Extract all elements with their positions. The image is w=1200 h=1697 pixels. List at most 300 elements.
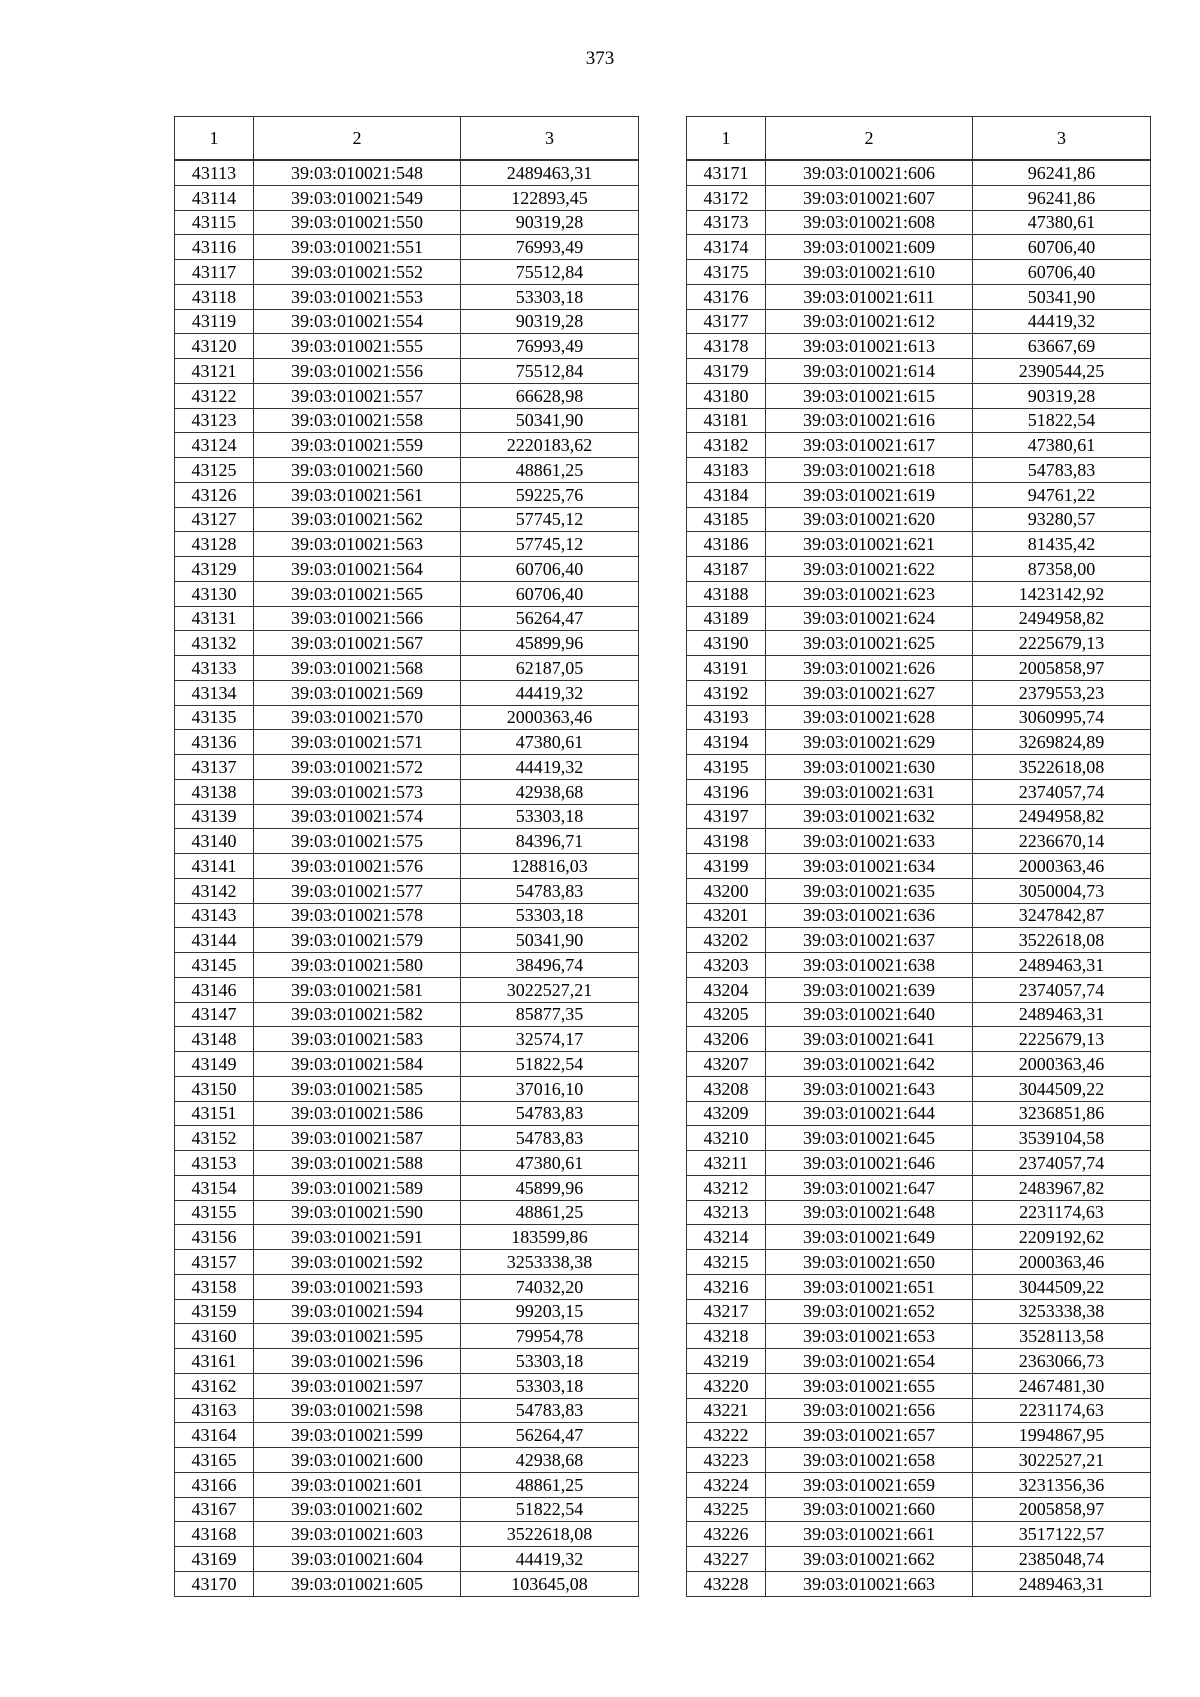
- table-row: [687, 854, 1151, 879]
- cadastral-number-cell: 39:03:010021:646: [766, 1151, 973, 1176]
- cadastral-number-cell: 39:03:010021:575: [254, 829, 461, 854]
- value-cell: 3522618,08: [461, 1522, 639, 1547]
- value-cell: 2374057,74: [973, 977, 1151, 1002]
- table-row: [175, 928, 639, 953]
- row-number-cell: 43200: [687, 878, 766, 903]
- table-row: [175, 1497, 639, 1522]
- row-number-cell: 43162: [175, 1373, 254, 1398]
- row-number-cell: 43131: [175, 606, 254, 631]
- table-row: [175, 433, 639, 458]
- table-row: [687, 1373, 1151, 1398]
- table-row: [687, 235, 1151, 260]
- cadastral-number-cell: 39:03:010021:574: [254, 804, 461, 829]
- cadastral-number-cell: 39:03:010021:598: [254, 1398, 461, 1423]
- table-row: [175, 1423, 639, 1448]
- cadastral-number-cell: 39:03:010021:612: [766, 309, 973, 334]
- row-number-cell: 43137: [175, 755, 254, 780]
- value-cell: 42938,68: [461, 1448, 639, 1473]
- cadastral-number-cell: 39:03:010021:623: [766, 581, 973, 606]
- row-number-cell: 43163: [175, 1398, 254, 1423]
- cadastral-number-cell: 39:03:010021:608: [766, 210, 973, 235]
- value-cell: 3060995,74: [973, 705, 1151, 730]
- table-row: [175, 1547, 639, 1572]
- table-row: [175, 334, 639, 359]
- table-row: [687, 779, 1151, 804]
- value-cell: 183599,86: [461, 1225, 639, 1250]
- header-row: [687, 117, 1151, 161]
- row-number-cell: 43144: [175, 928, 254, 953]
- row-number-cell: 43178: [687, 334, 766, 359]
- row-number-cell: 43114: [175, 185, 254, 210]
- cadastral-number-cell: 39:03:010021:614: [766, 359, 973, 384]
- table-row: [175, 1101, 639, 1126]
- value-cell: 3522618,08: [973, 928, 1151, 953]
- table-row: [687, 1448, 1151, 1473]
- cadastral-number-cell: 39:03:010021:645: [766, 1126, 973, 1151]
- value-cell: 2489463,31: [973, 1002, 1151, 1027]
- row-number-cell: 43186: [687, 532, 766, 557]
- cadastral-number-cell: 39:03:010021:636: [766, 903, 973, 928]
- value-cell: 54783,83: [461, 1101, 639, 1126]
- table-row: [687, 680, 1151, 705]
- value-cell: 44419,32: [461, 1547, 639, 1572]
- table-row: [175, 779, 639, 804]
- value-cell: 54783,83: [461, 878, 639, 903]
- table-row: [687, 1027, 1151, 1052]
- cadastral-number-cell: 39:03:010021:627: [766, 680, 973, 705]
- table-row: [687, 1423, 1151, 1448]
- value-cell: 2489463,31: [461, 160, 639, 185]
- cadastral-number-cell: 39:03:010021:651: [766, 1274, 973, 1299]
- cadastral-number-cell: 39:03:010021:640: [766, 1002, 973, 1027]
- cadastral-number-cell: 39:03:010021:567: [254, 631, 461, 656]
- cadastral-number-cell: 39:03:010021:578: [254, 903, 461, 928]
- table-row: [175, 1076, 639, 1101]
- row-number-cell: 43194: [687, 730, 766, 755]
- row-number-cell: 43201: [687, 903, 766, 928]
- value-cell: 51822,54: [973, 408, 1151, 433]
- table-row: [175, 482, 639, 507]
- cadastral-number-cell: 39:03:010021:659: [766, 1472, 973, 1497]
- table-row: [687, 507, 1151, 532]
- table-row: [175, 458, 639, 483]
- cadastral-number-cell: 39:03:010021:647: [766, 1175, 973, 1200]
- value-cell: 3236851,86: [973, 1101, 1151, 1126]
- row-number-cell: 43119: [175, 309, 254, 334]
- cadastral-number-cell: 39:03:010021:587: [254, 1126, 461, 1151]
- cadastral-number-cell: 39:03:010021:585: [254, 1076, 461, 1101]
- cadastral-number-cell: 39:03:010021:634: [766, 854, 973, 879]
- value-cell: 90319,28: [973, 383, 1151, 408]
- row-number-cell: 43225: [687, 1497, 766, 1522]
- cadastral-number-cell: 39:03:010021:658: [766, 1448, 973, 1473]
- cadastral-number-cell: 39:03:010021:569: [254, 680, 461, 705]
- row-number-cell: 43120: [175, 334, 254, 359]
- value-cell: 76993,49: [461, 235, 639, 260]
- row-number-cell: 43128: [175, 532, 254, 557]
- value-cell: 81435,42: [973, 532, 1151, 557]
- row-number-cell: 43218: [687, 1324, 766, 1349]
- row-number-cell: 43190: [687, 631, 766, 656]
- table-row: [175, 284, 639, 309]
- row-number-cell: 43198: [687, 829, 766, 854]
- value-cell: 2231174,63: [973, 1200, 1151, 1225]
- cadastral-number-cell: 39:03:010021:573: [254, 779, 461, 804]
- row-number-cell: 43173: [687, 210, 766, 235]
- cadastral-number-cell: 39:03:010021:615: [766, 383, 973, 408]
- table-row: [687, 656, 1151, 681]
- table-row: [687, 1349, 1151, 1374]
- table-row: [175, 1398, 639, 1423]
- value-cell: 37016,10: [461, 1076, 639, 1101]
- cadastral-number-cell: 39:03:010021:595: [254, 1324, 461, 1349]
- value-cell: 57745,12: [461, 507, 639, 532]
- cadastral-number-cell: 39:03:010021:594: [254, 1299, 461, 1324]
- cadastral-number-cell: 39:03:010021:620: [766, 507, 973, 532]
- row-number-cell: 43183: [687, 458, 766, 483]
- row-number-cell: 43115: [175, 210, 254, 235]
- row-number-cell: 43211: [687, 1151, 766, 1176]
- row-number-cell: 43141: [175, 854, 254, 879]
- cadastral-number-cell: 39:03:010021:561: [254, 482, 461, 507]
- page-number: 373: [585, 48, 615, 69]
- cadastral-number-cell: 39:03:010021:580: [254, 953, 461, 978]
- cadastral-number-cell: 39:03:010021:609: [766, 235, 973, 260]
- row-number-cell: 43167: [175, 1497, 254, 1522]
- row-number-cell: 43160: [175, 1324, 254, 1349]
- cadastral-number-cell: 39:03:010021:624: [766, 606, 973, 631]
- value-cell: 60706,40: [461, 581, 639, 606]
- cadastral-number-cell: 39:03:010021:589: [254, 1175, 461, 1200]
- value-cell: 2363066,73: [973, 1349, 1151, 1374]
- table-row: [175, 1175, 639, 1200]
- value-cell: 3517122,57: [973, 1522, 1151, 1547]
- value-cell: 3022527,21: [461, 977, 639, 1002]
- row-number-cell: 43113: [175, 160, 254, 185]
- value-cell: 3044509,22: [973, 1076, 1151, 1101]
- row-number-cell: 43227: [687, 1547, 766, 1572]
- cadastral-number-cell: 39:03:010021:592: [254, 1250, 461, 1275]
- cadastral-number-cell: 39:03:010021:638: [766, 953, 973, 978]
- table-row: [687, 1299, 1151, 1324]
- table-row: [687, 309, 1151, 334]
- table-row: [687, 359, 1151, 384]
- value-cell: 122893,45: [461, 185, 639, 210]
- cadastral-number-cell: 39:03:010021:650: [766, 1250, 973, 1275]
- row-number-cell: 43191: [687, 656, 766, 681]
- table-row: [687, 1398, 1151, 1423]
- table-row: [687, 1151, 1151, 1176]
- table-row: [687, 1126, 1151, 1151]
- table-row: [175, 953, 639, 978]
- row-number-cell: 43168: [175, 1522, 254, 1547]
- value-cell: 2483967,82: [973, 1175, 1151, 1200]
- value-cell: 56264,47: [461, 606, 639, 631]
- row-number-cell: 43158: [175, 1274, 254, 1299]
- cadastral-number-cell: 39:03:010021:637: [766, 928, 973, 953]
- value-cell: 2231174,63: [973, 1398, 1151, 1423]
- row-number-cell: 43129: [175, 557, 254, 582]
- cadastral-number-cell: 39:03:010021:626: [766, 656, 973, 681]
- cadastral-number-cell: 39:03:010021:554: [254, 309, 461, 334]
- cadastral-number-cell: 39:03:010021:604: [254, 1547, 461, 1572]
- value-cell: 2209192,62: [973, 1225, 1151, 1250]
- table-row: [175, 755, 639, 780]
- value-cell: 3044509,22: [973, 1274, 1151, 1299]
- value-cell: 2000363,46: [973, 1052, 1151, 1077]
- row-number-cell: 43127: [175, 507, 254, 532]
- cadastral-number-cell: 39:03:010021:628: [766, 705, 973, 730]
- value-cell: 2005858,97: [973, 656, 1151, 681]
- cadastral-number-cell: 39:03:010021:565: [254, 581, 461, 606]
- row-number-cell: 43226: [687, 1522, 766, 1547]
- table-row: [687, 928, 1151, 953]
- row-number-cell: 43185: [687, 507, 766, 532]
- row-number-cell: 43143: [175, 903, 254, 928]
- table-row: [175, 1324, 639, 1349]
- value-cell: 79954,78: [461, 1324, 639, 1349]
- table-row: [175, 705, 639, 730]
- table-row: [175, 532, 639, 557]
- cadastral-number-cell: 39:03:010021:596: [254, 1349, 461, 1374]
- table-row: [687, 1571, 1151, 1596]
- table-row: [175, 804, 639, 829]
- cadastral-number-cell: 39:03:010021:603: [254, 1522, 461, 1547]
- table-row: [687, 1225, 1151, 1250]
- cadastral-number-cell: 39:03:010021:591: [254, 1225, 461, 1250]
- value-cell: 51822,54: [461, 1052, 639, 1077]
- value-cell: 63667,69: [973, 334, 1151, 359]
- value-cell: 3253338,38: [973, 1299, 1151, 1324]
- table-row: [175, 1472, 639, 1497]
- row-number-cell: 43179: [687, 359, 766, 384]
- table-row: [687, 1497, 1151, 1522]
- row-number-cell: 43154: [175, 1175, 254, 1200]
- table-row: [175, 631, 639, 656]
- value-cell: 90319,28: [461, 210, 639, 235]
- left-table-body: [175, 160, 639, 1596]
- cadastral-number-cell: 39:03:010021:563: [254, 532, 461, 557]
- cadastral-number-cell: 39:03:010021:635: [766, 878, 973, 903]
- cadastral-number-cell: 39:03:010021:619: [766, 482, 973, 507]
- row-number-cell: 43130: [175, 581, 254, 606]
- table-row: [175, 235, 639, 260]
- value-cell: 2005858,97: [973, 1497, 1151, 1522]
- value-cell: 3528113,58: [973, 1324, 1151, 1349]
- table-row: [687, 1175, 1151, 1200]
- value-cell: 54783,83: [461, 1126, 639, 1151]
- table-row: [175, 210, 639, 235]
- row-number-cell: 43184: [687, 482, 766, 507]
- cadastral-number-cell: 39:03:010021:582: [254, 1002, 461, 1027]
- cadastral-number-cell: 39:03:010021:550: [254, 210, 461, 235]
- table-row: [687, 730, 1151, 755]
- table-row: [687, 631, 1151, 656]
- row-number-cell: 43157: [175, 1250, 254, 1275]
- cadastral-number-cell: 39:03:010021:617: [766, 433, 973, 458]
- row-number-cell: 43224: [687, 1472, 766, 1497]
- row-number-cell: 43161: [175, 1349, 254, 1374]
- table-row: [175, 1200, 639, 1225]
- row-number-cell: 43215: [687, 1250, 766, 1275]
- row-number-cell: 43133: [175, 656, 254, 681]
- row-number-cell: 43210: [687, 1126, 766, 1151]
- cadastral-number-cell: 39:03:010021:602: [254, 1497, 461, 1522]
- cadastral-number-cell: 39:03:010021:571: [254, 730, 461, 755]
- row-number-cell: 43152: [175, 1126, 254, 1151]
- cadastral-number-cell: 39:03:010021:633: [766, 829, 973, 854]
- value-cell: 2390544,25: [973, 359, 1151, 384]
- table-row: [175, 1002, 639, 1027]
- cadastral-number-cell: 39:03:010021:577: [254, 878, 461, 903]
- table-row: [687, 532, 1151, 557]
- table-row: [175, 656, 639, 681]
- cadastral-number-cell: 39:03:010021:663: [766, 1571, 973, 1596]
- cadastral-number-cell: 39:03:010021:576: [254, 854, 461, 879]
- row-number-cell: 43213: [687, 1200, 766, 1225]
- table-row: [175, 383, 639, 408]
- cadastral-number-cell: 39:03:010021:630: [766, 755, 973, 780]
- right-table: [686, 116, 1151, 1597]
- value-cell: 74032,20: [461, 1274, 639, 1299]
- value-cell: 2220183,62: [461, 433, 639, 458]
- cadastral-number-cell: 39:03:010021:611: [766, 284, 973, 309]
- row-number-cell: 43124: [175, 433, 254, 458]
- table-row: [687, 1250, 1151, 1275]
- row-number-cell: 43187: [687, 557, 766, 582]
- value-cell: 2225679,13: [973, 1027, 1151, 1052]
- cadastral-number-cell: 39:03:010021:586: [254, 1101, 461, 1126]
- table-row: [175, 1126, 639, 1151]
- value-cell: 47380,61: [973, 433, 1151, 458]
- value-cell: 53303,18: [461, 1373, 639, 1398]
- value-cell: 128816,03: [461, 854, 639, 879]
- table-row: [175, 557, 639, 582]
- row-number-cell: 43132: [175, 631, 254, 656]
- value-cell: 3022527,21: [973, 1448, 1151, 1473]
- cadastral-number-cell: 39:03:010021:631: [766, 779, 973, 804]
- row-number-cell: 43148: [175, 1027, 254, 1052]
- table-row: [175, 829, 639, 854]
- table-row: [687, 334, 1151, 359]
- value-cell: 2225679,13: [973, 631, 1151, 656]
- cadastral-number-cell: 39:03:010021:549: [254, 185, 461, 210]
- value-cell: 2000363,46: [973, 1250, 1151, 1275]
- value-cell: 2494958,82: [973, 606, 1151, 631]
- cadastral-number-cell: 39:03:010021:560: [254, 458, 461, 483]
- table-row: [687, 1324, 1151, 1349]
- value-cell: 48861,25: [461, 1472, 639, 1497]
- row-number-cell: 43193: [687, 705, 766, 730]
- value-cell: 3522618,08: [973, 755, 1151, 780]
- cadastral-number-cell: 39:03:010021:621: [766, 532, 973, 557]
- row-number-cell: 43219: [687, 1349, 766, 1374]
- table-row: [175, 408, 639, 433]
- value-cell: 56264,47: [461, 1423, 639, 1448]
- row-number-cell: 43117: [175, 260, 254, 285]
- value-cell: 2489463,31: [973, 1571, 1151, 1596]
- value-cell: 103645,08: [461, 1571, 639, 1596]
- table-row: [175, 977, 639, 1002]
- cadastral-number-cell: 39:03:010021:660: [766, 1497, 973, 1522]
- row-number-cell: 43149: [175, 1052, 254, 1077]
- cadastral-number-cell: 39:03:010021:616: [766, 408, 973, 433]
- cadastral-number-cell: 39:03:010021:641: [766, 1027, 973, 1052]
- value-cell: 76993,49: [461, 334, 639, 359]
- cadastral-number-cell: 39:03:010021:654: [766, 1349, 973, 1374]
- row-number-cell: 43126: [175, 482, 254, 507]
- table-row: [175, 730, 639, 755]
- table-row: [687, 1200, 1151, 1225]
- cadastral-number-cell: 39:03:010021:653: [766, 1324, 973, 1349]
- value-cell: 62187,05: [461, 656, 639, 681]
- value-cell: 42938,68: [461, 779, 639, 804]
- row-number-cell: 43189: [687, 606, 766, 631]
- row-number-cell: 43136: [175, 730, 254, 755]
- row-number-cell: 43216: [687, 1274, 766, 1299]
- row-number-cell: 43182: [687, 433, 766, 458]
- row-number-cell: 43181: [687, 408, 766, 433]
- value-cell: 50341,90: [461, 408, 639, 433]
- value-cell: 54783,83: [973, 458, 1151, 483]
- value-cell: 93280,57: [973, 507, 1151, 532]
- row-number-cell: 43170: [175, 1571, 254, 1596]
- table-row: [175, 260, 639, 285]
- table-row: [175, 1448, 639, 1473]
- row-number-cell: 43145: [175, 953, 254, 978]
- table-row: [175, 854, 639, 879]
- row-number-cell: 43138: [175, 779, 254, 804]
- cadastral-number-cell: 39:03:010021:583: [254, 1027, 461, 1052]
- table-row: [687, 903, 1151, 928]
- row-number-cell: 43147: [175, 1002, 254, 1027]
- value-cell: 60706,40: [973, 235, 1151, 260]
- row-number-cell: 43172: [687, 185, 766, 210]
- cadastral-number-cell: 39:03:010021:557: [254, 383, 461, 408]
- table-row: [175, 309, 639, 334]
- cadastral-number-cell: 39:03:010021:558: [254, 408, 461, 433]
- value-cell: 50341,90: [973, 284, 1151, 309]
- row-number-cell: 43139: [175, 804, 254, 829]
- value-cell: 96241,86: [973, 185, 1151, 210]
- row-number-cell: 43121: [175, 359, 254, 384]
- value-cell: 32574,17: [461, 1027, 639, 1052]
- table-row: [687, 1076, 1151, 1101]
- row-number-cell: 43156: [175, 1225, 254, 1250]
- table-row: [175, 1522, 639, 1547]
- table-row: [687, 383, 1151, 408]
- value-cell: 3050004,73: [973, 878, 1151, 903]
- table-row: [687, 1002, 1151, 1027]
- value-cell: 3253338,38: [461, 1250, 639, 1275]
- row-number-cell: 43135: [175, 705, 254, 730]
- value-cell: 48861,25: [461, 1200, 639, 1225]
- value-cell: 60706,40: [973, 260, 1151, 285]
- value-cell: 47380,61: [461, 1151, 639, 1176]
- cadastral-number-cell: 39:03:010021:572: [254, 755, 461, 780]
- row-number-cell: 43150: [175, 1076, 254, 1101]
- cadastral-number-cell: 39:03:010021:625: [766, 631, 973, 656]
- table-row: [175, 359, 639, 384]
- table-row: [175, 581, 639, 606]
- value-cell: 38496,74: [461, 953, 639, 978]
- table-row: [687, 1052, 1151, 1077]
- table-row: [175, 1274, 639, 1299]
- table-row: [175, 1027, 639, 1052]
- cadastral-number-cell: 39:03:010021:601: [254, 1472, 461, 1497]
- row-number-cell: 43166: [175, 1472, 254, 1497]
- table-row: [175, 1571, 639, 1596]
